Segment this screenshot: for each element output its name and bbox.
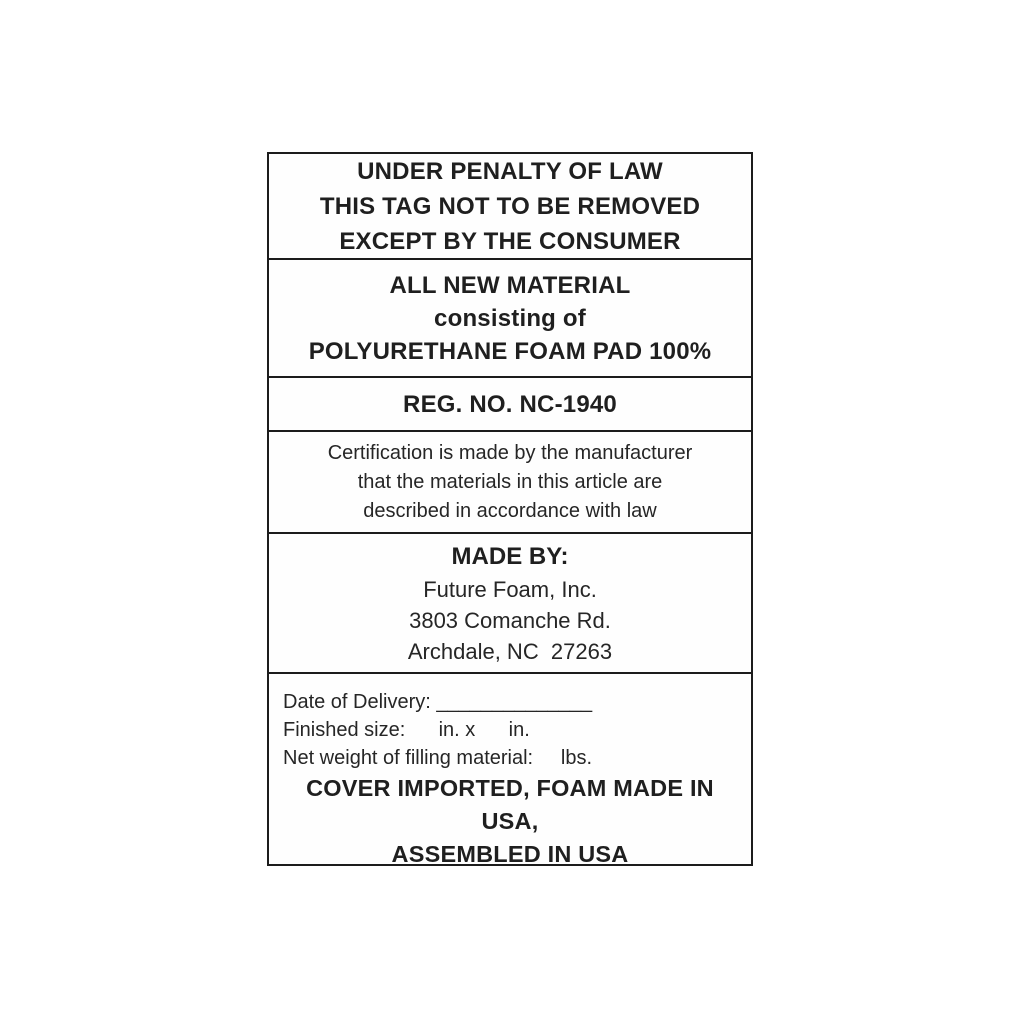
origin-line-1: COVER IMPORTED, FOAM MADE IN USA, [306, 775, 721, 834]
material-line-1: ALL NEW MATERIAL [389, 271, 631, 299]
manufacturer-name: Future Foam, Inc. [423, 576, 597, 602]
section-delivery-details [269, 674, 751, 883]
date-of-delivery-line: Date of Delivery: ______________ [283, 691, 593, 713]
origin-statement [277, 772, 743, 875]
penalty-line-2: THIS TAG NOT TO BE REMOVED [319, 192, 701, 220]
origin-line-2: ASSEMBLED IN USA [391, 841, 629, 867]
certification-line-1: Certification is made by the manufacturer [327, 441, 693, 464]
section-certification-statement [269, 432, 751, 534]
law-tag-label [267, 152, 753, 866]
section-material-contents [269, 260, 751, 378]
material-line-2: consisting of [434, 304, 586, 332]
material-line-3: POLYURETHANE FOAM PAD 100% [308, 337, 712, 365]
penalty-line-1: UNDER PENALTY OF LAW [357, 157, 663, 185]
finished-size-line: Finished size: in. x in. [283, 719, 530, 741]
registration-number: REG. NO. NC-1940 [403, 390, 617, 418]
certification-line-3: described in accordance with law [363, 499, 657, 522]
section-registration-number [269, 378, 751, 432]
manufacturer-street: 3803 Comanche Rd. [409, 607, 611, 633]
certification-line-2: that the materials in this article are [357, 470, 663, 493]
made-by-heading: MADE BY: [451, 542, 569, 570]
manufacturer-city-state-zip: Archdale, NC 27263 [407, 638, 613, 664]
penalty-line-3: EXCEPT BY THE CONSUMER [339, 227, 681, 255]
section-manufacturer [269, 534, 751, 674]
section-penalty-notice [269, 154, 751, 260]
net-weight-line: Net weight of filling material: lbs. [283, 747, 593, 769]
